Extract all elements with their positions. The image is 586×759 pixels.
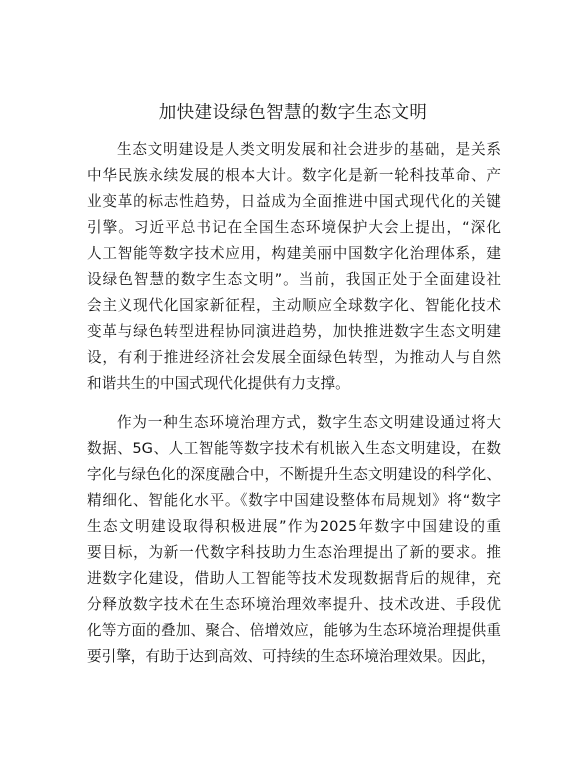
paragraph-1-line-5: 人工智能等数字技术应用，构建美丽中国数字化治理体系，建 — [87, 245, 501, 262]
paragraph-2-line-4: 精细化、智能化水平。《数字中国建设整体布局规划》将“数字 — [87, 492, 501, 509]
paragraph-1-line-4: 引擎。习近平总书记在全国生态环境保护大会上提出，“深化 — [87, 219, 501, 236]
paragraph-1-line-6: 设绿色智慧的数字生态文明”。当前，我国正处于全面建设社 — [87, 271, 501, 288]
paragraph-1-line-9: 设，有利于推进经济社会发展全面绿色转型，为推动人与自然 — [87, 349, 501, 366]
paragraph-2-line-9: 化等方面的叠加、聚合、倍增效应，能够为生态环境治理提供重 — [87, 622, 501, 639]
paragraph-1-line-10: 和谐共生的中国式现代化提供有力支撑。 — [87, 375, 350, 392]
paragraph-2-line-10: 要引擎，有助于达到高效、可持续的生态环境治理效果。因此， — [87, 648, 496, 665]
paragraph-2-line-3: 字化与绿色化的深度融合中，不断提升生态文明建设的科学化、 — [87, 466, 501, 483]
paragraph-2-line-5: 生态文明建设取得积极进展”作为2025年数字中国建设的重 — [87, 518, 501, 535]
paragraph-2-line-6: 要目标，为新一代数字科技助力生态治理提出了新的要求。推 — [87, 544, 501, 561]
document-title: 加快建设绿色智慧的数字生态文明 — [158, 103, 428, 123]
paragraph-1-line-7: 会主义现代化国家新征程，主动顺应全球数字化、智能化技术 — [87, 297, 501, 314]
paragraph-1-line-3: 业变革的标志性趋势，日益成为全面推进中国式现代化的关键 — [87, 193, 501, 210]
paragraph-2-line-1: 作为一种生态环境治理方式，数字生态文明建设通过将大 — [117, 414, 501, 431]
paragraph-2-line-2: 数据、5G、人工智能等数字技术有机嵌入生态文明建设，在数 — [87, 440, 501, 457]
paragraph-2-line-7: 进数字化建设，借助人工智能等技术发现数据背后的规律，充 — [87, 570, 501, 587]
paragraph-1-line-2: 中华民族永续发展的根本大计。数字化是新一轮科技革命、产 — [87, 167, 501, 184]
paragraph-1-line-1: 生态文明建设是人类文明发展和社会进步的基础，是关系 — [117, 141, 501, 158]
paragraph-1-line-8: 变革与绿色转型进程协同演进趋势，加快推进数字生态文明建 — [87, 323, 501, 340]
paragraph-2-line-8: 分释放数字技术在生态环境治理效率提升、技术改进、手段优 — [87, 596, 501, 613]
